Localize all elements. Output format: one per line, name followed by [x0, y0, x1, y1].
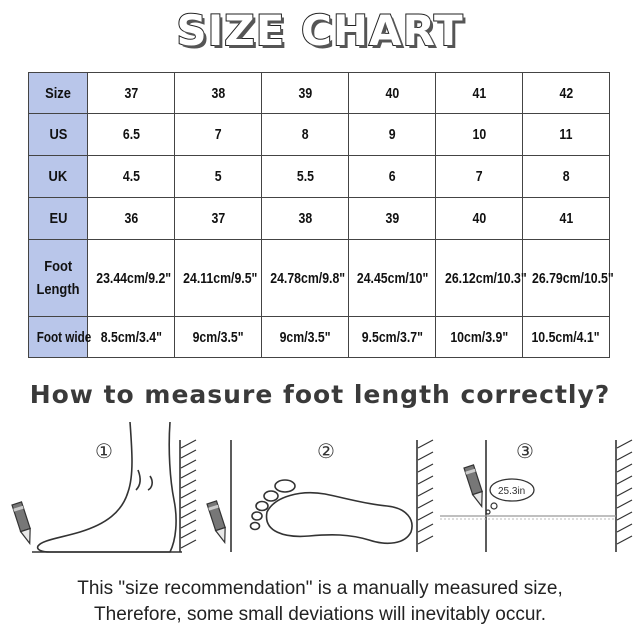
row-header-label: Foot wide [36, 328, 92, 346]
table-cell [88, 114, 175, 156]
table-row [29, 73, 610, 114]
table-cell [436, 317, 523, 358]
cell-value: 37 [124, 84, 138, 102]
table-cell [523, 156, 610, 198]
row-header-label: UK [48, 168, 68, 185]
page-title: SIZE CHART [176, 6, 464, 55]
row-header [29, 198, 88, 240]
cell-value: 42 [559, 84, 573, 102]
table-cell [523, 73, 610, 114]
table-cell [349, 198, 436, 240]
table-cell [523, 114, 610, 156]
row-header [29, 73, 88, 114]
table-cell [88, 317, 175, 358]
measurement-bubble-text: 25.3in [498, 486, 526, 497]
cell-value: 37 [211, 210, 225, 227]
table-cell [175, 73, 262, 114]
cell-value: 26.79cm/10.5" [531, 269, 614, 287]
table-cell [88, 198, 175, 240]
cell-value: 6.5 [122, 126, 140, 143]
row-header [29, 114, 88, 156]
table-cell [436, 114, 523, 156]
table-cell [88, 240, 175, 317]
cell-value: 9cm/3.5" [279, 328, 331, 346]
cell-value: 8 [562, 168, 570, 185]
cell-value: 7 [475, 168, 483, 185]
cell-value: 10.5cm/4.1" [531, 328, 601, 346]
cell-value: 41 [472, 84, 486, 102]
table-cell [175, 156, 262, 198]
cell-value: 4.5 [122, 168, 140, 185]
table-cell [436, 198, 523, 240]
step2-illustration [205, 420, 435, 560]
disclaimer-line2: Therefore, some small deviations will inevitably occur. [94, 604, 546, 625]
cell-value: 40 [472, 210, 486, 227]
cell-value: 10 [472, 126, 486, 143]
table-cell [175, 240, 262, 317]
cell-value: 39 [385, 210, 399, 227]
cell-value: 24.78cm/9.8" [270, 269, 346, 287]
table-cell [436, 156, 523, 198]
cell-value: 36 [124, 210, 138, 227]
table-row [29, 156, 610, 198]
cell-value: 41 [559, 210, 573, 227]
row-header-label-line2: Length [36, 281, 80, 298]
cell-value: 10cm/3.9" [450, 328, 508, 346]
cell-value: 11 [559, 126, 573, 143]
measure-heading: How to measure foot length correctly? [29, 380, 611, 409]
table-row [29, 114, 610, 156]
table-cell [88, 156, 175, 198]
table-cell [349, 317, 436, 358]
table-cell [349, 156, 436, 198]
cell-value: 9cm/3.5" [192, 328, 244, 346]
table-cell [175, 198, 262, 240]
row-header [29, 156, 88, 198]
step3-illustration [436, 420, 636, 560]
cell-value: 38 [298, 210, 312, 227]
cell-value: 8 [301, 126, 309, 143]
disclaimer-line1: This "size recommendation" is a manually measured size, [77, 578, 563, 599]
table-row [29, 198, 610, 240]
cell-value: 38 [211, 84, 225, 102]
cell-value: 9.5cm/3.7" [361, 328, 423, 346]
table-cell [523, 198, 610, 240]
table-cell [175, 114, 262, 156]
row-header [29, 240, 88, 317]
table-cell [523, 317, 610, 358]
step1-number: ① [95, 439, 113, 463]
step3-number: ③ [516, 439, 534, 463]
table-cell [349, 240, 436, 317]
table-cell [262, 198, 349, 240]
cell-value: 6 [388, 168, 396, 185]
row-header [29, 317, 92, 358]
cell-value: 5 [214, 168, 222, 185]
table-row [29, 240, 610, 317]
table-cell [88, 73, 175, 114]
table-cell [175, 317, 262, 358]
cell-value: 23.44cm/9.2" [96, 269, 172, 287]
table-cell [262, 73, 349, 114]
size-chart-table [28, 72, 614, 358]
table-cell [262, 240, 349, 317]
cell-value: 40 [385, 84, 399, 102]
cell-value: 7 [214, 126, 222, 143]
row-header-label: EU [49, 210, 67, 227]
cell-value: 24.45cm/10" [356, 269, 429, 287]
row-header-label: Size [45, 84, 71, 102]
table-cell [262, 156, 349, 198]
cell-value: 24.11cm/9.5" [183, 269, 258, 287]
table-cell [349, 73, 436, 114]
table-row [29, 317, 610, 358]
table-cell [262, 114, 349, 156]
cell-value: 5.5 [296, 168, 314, 185]
cell-value: 8.5cm/3.4" [100, 328, 162, 346]
cell-value: 39 [298, 84, 312, 102]
table-cell [436, 240, 527, 317]
step2-number: ② [317, 439, 335, 463]
step1-illustration [10, 420, 200, 560]
table-cell [262, 317, 349, 358]
cell-value: 9 [388, 126, 396, 143]
table-cell [523, 240, 614, 317]
table-cell [349, 114, 436, 156]
row-header-label: US [49, 126, 67, 143]
row-header-label-line1: Foot [44, 258, 72, 275]
table-cell [436, 73, 523, 114]
cell-value: 26.12cm/10.3" [444, 269, 527, 287]
